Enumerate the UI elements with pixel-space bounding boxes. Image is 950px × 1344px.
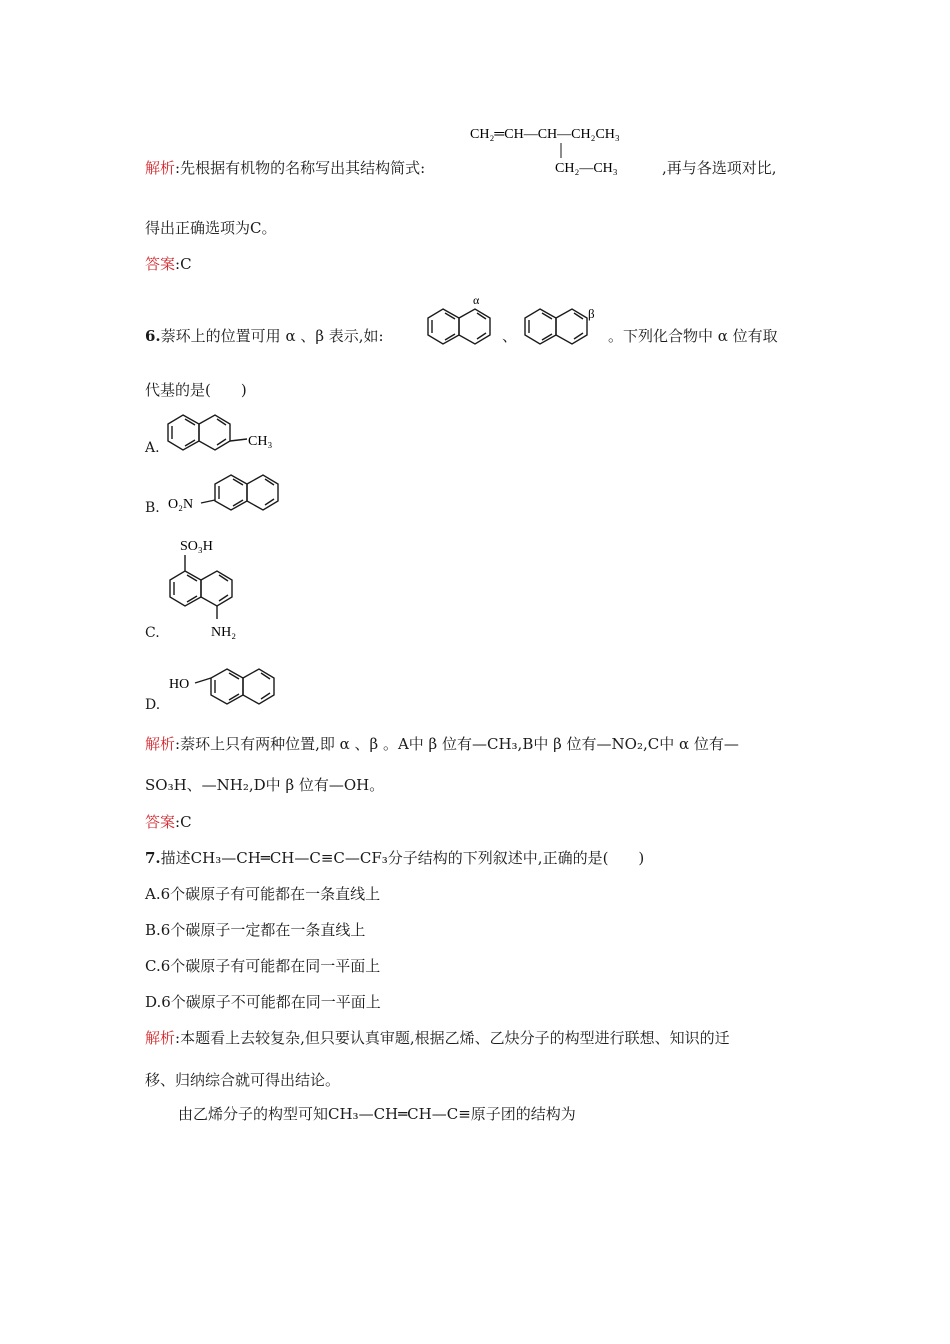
q6-analysis-line2: SO₃H、—NH₂,D中 β 位有—OH。 xyxy=(145,776,385,794)
q6-stem-line1 xyxy=(145,326,384,346)
option-a-molecule xyxy=(165,410,285,460)
answer-label: 答案 xyxy=(145,813,176,831)
analysis-label: 解析 xyxy=(145,159,176,177)
analysis-text: :先根据有机物的名称写出其结构简式: xyxy=(175,159,426,177)
q6-analysis-line1 xyxy=(145,734,739,754)
structural-formula xyxy=(465,118,665,180)
option-c-molecule xyxy=(165,533,265,645)
alpha-symbol: α xyxy=(473,293,480,307)
q5-analysis-line2: 得出正确选项为C。 xyxy=(145,219,277,237)
analysis-label: 解析 xyxy=(145,1029,176,1047)
formula-branch: CH₂—CH₃ xyxy=(555,161,618,176)
analysis-text: :本题看上去较复杂,但只要认真审题,根据乙烯、乙炔分子的构型进行联想、知识的迁 xyxy=(175,1029,730,1047)
nitro-group: O₂N xyxy=(168,497,194,512)
q5-analysis-tail: ,再与各选项对比, xyxy=(662,159,777,177)
answer-label: 答案 xyxy=(145,255,176,273)
stem-tail: 。下列化合物中 α 位有取 xyxy=(608,327,778,345)
q6-answer xyxy=(145,812,192,832)
option-d-label: D. xyxy=(145,697,161,713)
hydroxyl-group: HO xyxy=(169,677,190,692)
q7-analysis-line1 xyxy=(145,1028,730,1048)
amino-group: NH₂ xyxy=(211,625,237,640)
naphthalene-beta-example xyxy=(522,294,606,350)
stem-text: 描述CH₃—CH═CH—C≡C—CF₃分子结构的下列叙述中,正确的是( ) xyxy=(160,849,645,867)
answer-text: :C xyxy=(175,255,192,273)
naphthalene-alpha-example xyxy=(425,290,497,350)
q7-paragraph: 由乙烯分子的构型可知CH₃—CH═CH—C≡原子团的结构为 xyxy=(178,1105,576,1123)
q5-analysis-line1 xyxy=(145,158,425,178)
option-c-label: C. xyxy=(145,625,160,641)
q7-option-c: C.6个碳原子有可能都在同一平面上 xyxy=(145,957,381,975)
option-b-molecule xyxy=(165,470,290,520)
question-number: 7. xyxy=(145,849,161,867)
option-b-label: B. xyxy=(145,500,160,516)
analysis-label: 解析 xyxy=(145,735,176,753)
sulfonic-group: SO₃H xyxy=(180,539,213,554)
q7-option-b: B.6个碳原子一定都在一条直线上 xyxy=(145,921,366,939)
option-a-label: A. xyxy=(145,440,160,456)
q7-option-d: D.6个碳原子不可能都在同一平面上 xyxy=(145,993,381,1011)
beta-symbol: β xyxy=(588,306,595,321)
separator: 、 xyxy=(502,327,518,345)
q7-stem xyxy=(145,848,644,868)
stem-text: 萘环上的位置可用 α 、β 表示,如: xyxy=(160,327,384,345)
methyl-group: CH₃ xyxy=(248,434,273,449)
q5-answer xyxy=(145,254,192,274)
q7-analysis-line2: 移、归纳综合就可得出结论。 xyxy=(145,1071,341,1089)
option-d-molecule xyxy=(165,664,285,714)
analysis-text: :萘环上只有两种位置,即 α 、β 。A中 β 位有—CH₃,B中 β 位有—NO₂,C中 α 位有— xyxy=(175,735,739,753)
question-number: 6. xyxy=(145,327,161,345)
formula-main: CH₂═CH—CH—CH₂CH₃ xyxy=(470,127,620,142)
q6-stem-line2: 代基的是( ) xyxy=(145,381,247,399)
answer-text: :C xyxy=(175,813,192,831)
q7-option-a: A.6个碳原子有可能都在一条直线上 xyxy=(145,885,381,903)
